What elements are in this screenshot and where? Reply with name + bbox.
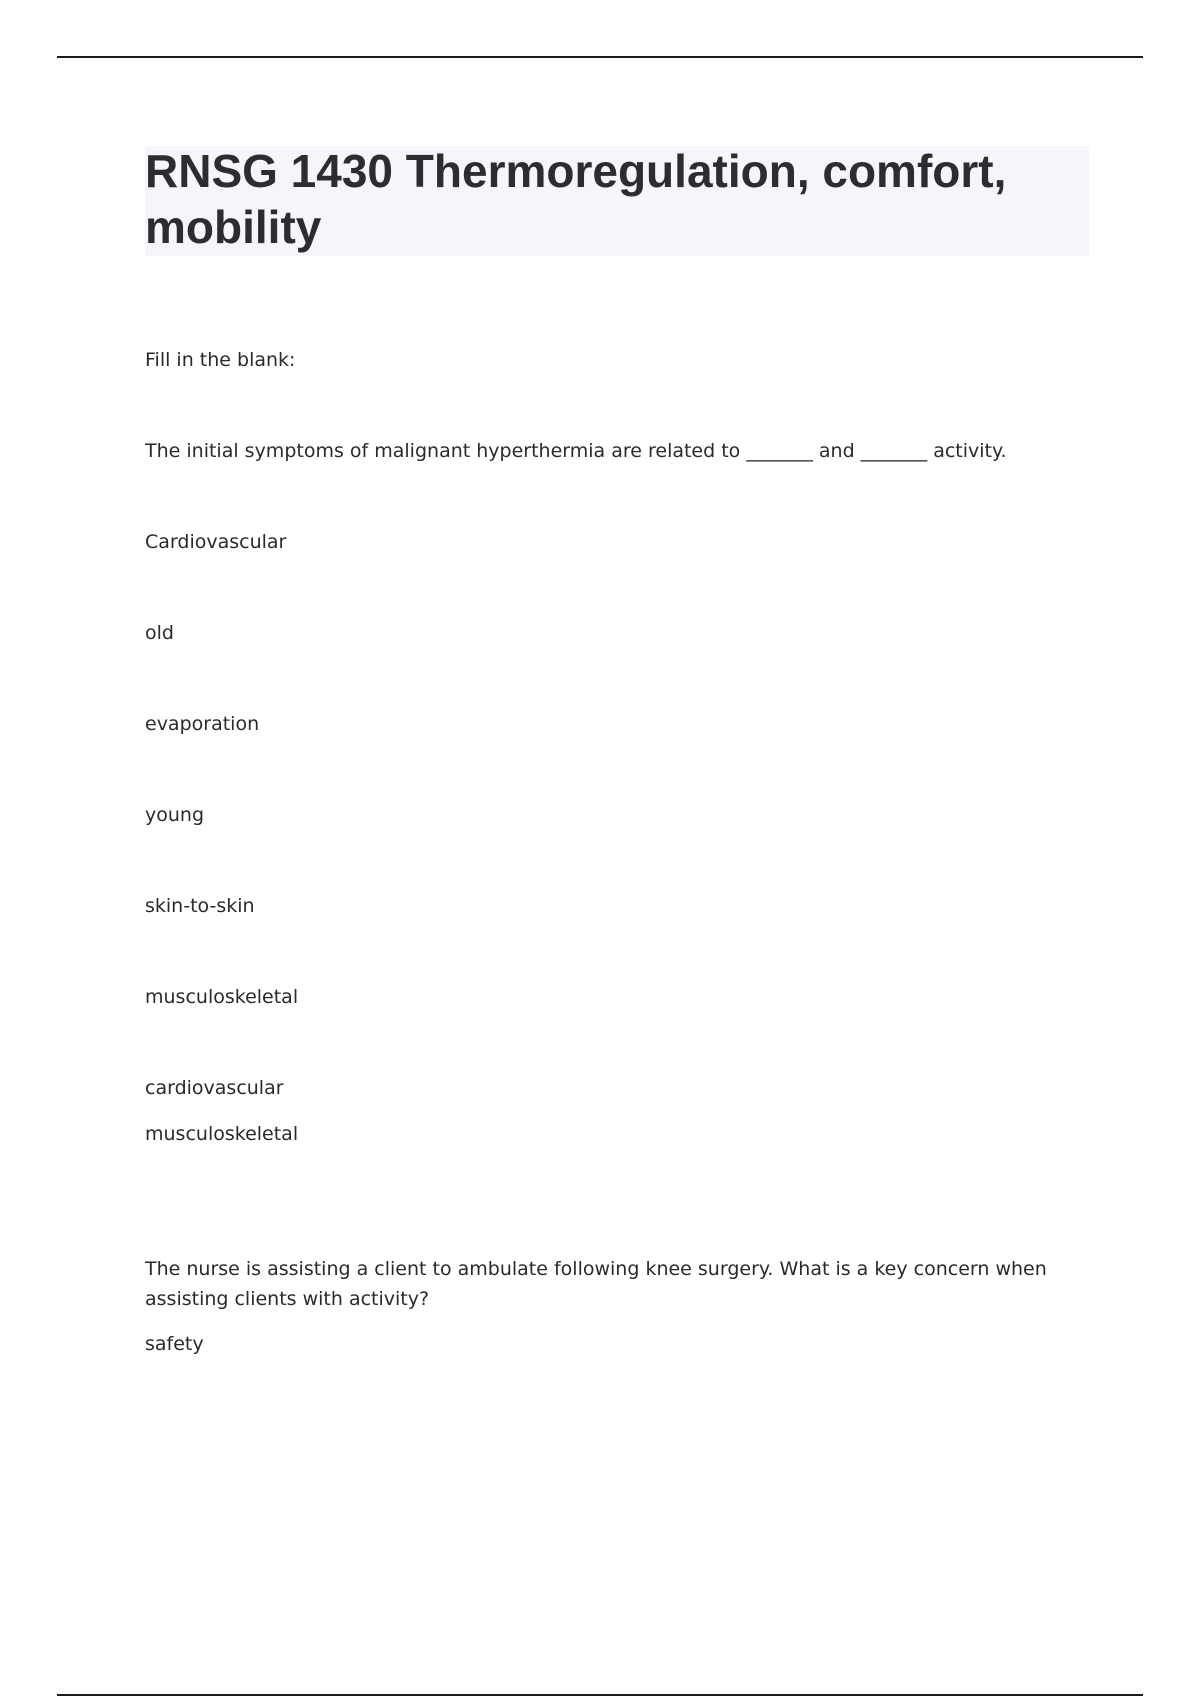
answer-option: evaporation [145,713,260,735]
answer-option: skin-to-skin [145,895,255,917]
instruction-text: Fill in the blank: [145,349,296,371]
answer-option: musculoskeletal [145,986,299,1008]
question-text: The nurse is assisting a client to ambulate following knee surgery. What is a key concern when assisting clients with activity? [145,1258,1047,1310]
answer-text: musculoskeletal [145,1123,299,1145]
document-title: RNSG 1430 Thermoregulation, comfort, mobility [145,145,1007,253]
answer-text: cardiovascular [145,1077,284,1099]
question-text: The initial symptoms of malignant hyperthermia are related to _______ and _______ activity. [145,440,1007,462]
answer-option: old [145,622,174,644]
answer-text: safety [145,1333,204,1355]
top-rule [57,56,1143,58]
answer-option: young [145,804,205,826]
answer-option: Cardiovascular [145,531,287,553]
bottom-rule [57,1694,1143,1696]
